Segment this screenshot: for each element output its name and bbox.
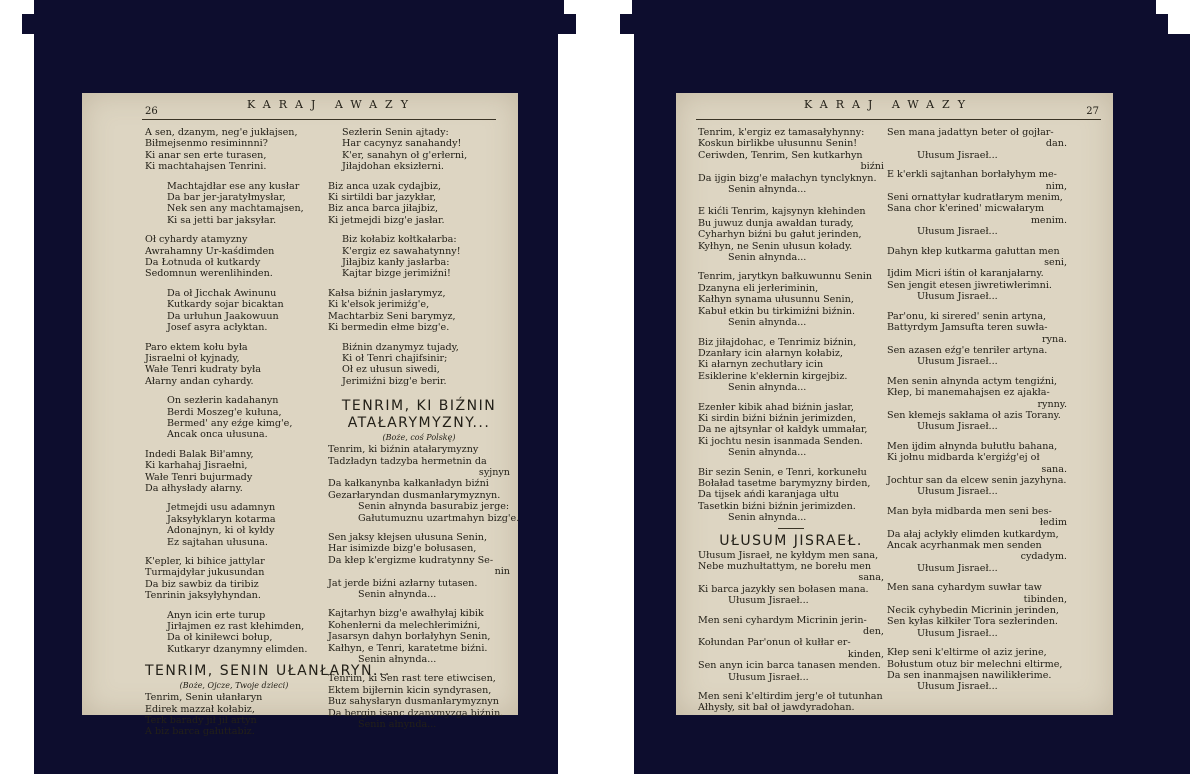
stanza-gap xyxy=(328,387,510,398)
frame-notch xyxy=(564,0,598,14)
frame-notch xyxy=(576,14,598,34)
stanza-gap xyxy=(145,441,323,449)
poem-title: ATAŁARYMYZNY... xyxy=(347,415,491,432)
poem-line: Wałe Tenri bujurmady xyxy=(145,471,253,483)
stanza-gap xyxy=(887,238,1067,246)
poem-line: Senin ałnynda... xyxy=(358,589,437,600)
poem-line: Adonajnyn, ki oł kyłdy xyxy=(167,525,275,537)
poem-line: Da ijgin bizg'e małachyn tynclyknyn. xyxy=(698,172,877,184)
poem-line: Ułusum Jisraeł... xyxy=(917,681,998,693)
poem-line: Ki jochtu nesin isanmada Senden. xyxy=(698,435,863,447)
poem-line: Ki k'ełsok jerimiźg'e, xyxy=(328,299,430,311)
poem-title: TENRIM, SENIN UŁANŁARYN... xyxy=(145,663,391,680)
poem-line: Dzanyna eli jerłeriminin, xyxy=(698,282,819,294)
poem-line: Jasarsyn dahyn borłałyhyn Senin, xyxy=(328,631,491,643)
poem-line: Ułusum Jisraeł... xyxy=(917,291,998,303)
poem-line: Da Łotnuda oł kutkardy xyxy=(145,257,261,269)
right-book-page xyxy=(676,93,1113,715)
poem-line: Ki ałarnyn zechutłary icin xyxy=(698,359,824,371)
poem-line: Men sana cyhardym suwłar taw xyxy=(887,582,1042,594)
stanza-gap xyxy=(887,303,1067,311)
stanza-gap xyxy=(145,173,323,181)
poem-line: Senin ałnynda... xyxy=(728,382,807,394)
poem-line: Kutkaryr dzanymny elimden. xyxy=(167,643,308,655)
poem-line: Har cacynyz sanahandy! xyxy=(342,138,462,150)
poem-line: Da ne ajtsynłar oł kałdyk ummałar, xyxy=(698,424,868,436)
stanza-gap xyxy=(698,394,884,402)
poem-line: cydadym. xyxy=(1020,551,1067,563)
page-number: 27 xyxy=(1086,106,1099,117)
poem-line: Sen mana jadattyn beter oł gojłar- xyxy=(887,127,1054,138)
header-rule xyxy=(142,119,496,120)
stanza-gap xyxy=(887,368,1067,376)
stanza-gap xyxy=(698,683,884,691)
stanza-gap xyxy=(698,607,884,615)
poem-line: Biz jiłajdohac, e Tenrimiz biźnin, xyxy=(698,336,857,348)
poem-line: Cyharhyn biźni bu gałut jerinden, xyxy=(698,229,862,241)
poem-line: Da oł kiniłewci bołup, xyxy=(167,632,273,644)
poem-line: Da oł Jicchak Awinunu xyxy=(167,287,277,299)
poem-line: Ułusum Jisraeł... xyxy=(917,421,998,433)
poem-line: nin xyxy=(494,566,510,578)
poem-line: Senin ałnynda... xyxy=(358,719,437,731)
poem-line: Bermed' any eźge kimg'e, xyxy=(167,417,293,429)
poem-line: Sen anyn icin barca tanasen menden. xyxy=(698,660,881,672)
frame-margin xyxy=(598,34,634,774)
poem-line: Jiłajbiz kanły jasłarba: xyxy=(342,257,450,269)
poem-line: Har isimizde bizg'e bołusasen, xyxy=(328,543,477,555)
stanza-gap xyxy=(698,459,884,467)
poem-line: Senin ałnynda... xyxy=(358,654,437,666)
poem-line: Machtarbiz Seni barymyz, xyxy=(328,310,456,322)
poem-line: den, xyxy=(862,626,884,638)
poem-line: Ułusum Jisraeł... xyxy=(917,356,998,368)
poem-line: biźni xyxy=(860,161,884,173)
poem-line: Ułusum Jisraeł... xyxy=(917,486,998,498)
poem-line: Kajtarhyn bizg'e awałhyłaj kibik xyxy=(328,608,484,620)
poem-line: dan. xyxy=(1045,138,1067,150)
poem-line: Dzanłary icin ałarnyn kołabiz, xyxy=(698,347,843,359)
poem-line: Ceriwden, Tenrim, Sen kutkarhyn xyxy=(698,149,863,161)
running-head: KARAJ AWAZY xyxy=(804,98,973,111)
poem-line: Esiklerine k'ekłernin kirgejbiz. xyxy=(698,370,848,382)
page-number: 26 xyxy=(145,106,158,117)
poem-line: Ułusum Jisraeł... xyxy=(917,226,998,238)
poem-line: Kłep, bi manemahajsen ez ajakła- xyxy=(887,387,1050,399)
poem-line: Par'onu, ki sirered' senin artyna, xyxy=(887,310,1047,322)
poem-line: Oł ez ułusun siwedi, xyxy=(342,364,440,376)
poem-line: Da kałkanynba kałkanładyn biźni xyxy=(328,478,489,490)
poem-line: Jat jerde biźni azłarny tutasen. xyxy=(328,577,478,589)
poem-line: łedim xyxy=(1039,517,1067,529)
poem-line: Jerimiźni bizg'e berir. xyxy=(342,375,447,387)
poem-line: Ki karhahaj Jisraełni, xyxy=(145,460,248,472)
poem-line: Josef asyra acłyktan. xyxy=(167,322,268,334)
stanza-gap xyxy=(145,494,323,502)
poem-line: Tenrim, k'ergiz ez tamasałyhynny: xyxy=(698,127,865,138)
poem-line: Ki bermedin ełme bizg'e. xyxy=(328,322,450,334)
poem-line: Sen kyłas kiłkiłer Tora sezłerinden. xyxy=(887,616,1058,628)
poem-title: UŁUSUM JISRAEŁ. xyxy=(719,532,863,549)
poem-line: Gałutumuznu uzartmahyn bizg'e. xyxy=(358,512,520,524)
poem-line: Senin ałnynda... xyxy=(728,184,807,196)
poem-line: Kajtar bizge jerimiźni! xyxy=(342,268,451,280)
poem-line: Ułusum Jisraeł, ne kyłdym men sana, xyxy=(698,549,879,561)
stanza-gap xyxy=(328,524,510,532)
stanza-gap xyxy=(887,161,1067,169)
poem-line: Tenrim, ki Sen rast tere etiwcisen, xyxy=(328,673,496,685)
stanza-gap xyxy=(887,498,1067,506)
poem-line: Kołundan Par'onun oł kułłar er- xyxy=(698,637,851,649)
poem-line: Da kłep k'ergizme kudratynny Se- xyxy=(328,554,494,566)
poem-line: Jisraelni oł kyjnady, xyxy=(145,352,240,364)
poem-line: tibinden, xyxy=(1023,593,1067,605)
poem-line: Ułusum Jisraeł... xyxy=(728,671,809,683)
poem-line: Nek sen any machtamajsen, xyxy=(167,203,304,215)
poem-line: Oł cyhardy atamyzny xyxy=(145,234,248,246)
poem-line: Ez sajtahan ułusuna. xyxy=(167,536,268,548)
poem-line: Senin ałnynda... xyxy=(728,447,807,459)
poem-line: Senin ałnynda... xyxy=(728,252,807,264)
poem-line: Da tijsek ańdi karanjaga ułtu xyxy=(698,489,839,501)
poem-line: Da urłuhun Jaakowuun xyxy=(167,310,279,322)
frame-notch xyxy=(0,14,22,34)
poem-line: Koskun birlikbe ułusunnu Senin! xyxy=(698,138,858,150)
poem-line: Ki sa jetti bar jaksyłar. xyxy=(167,214,277,226)
poem-line: On sezłerin kadahanyn xyxy=(167,395,279,407)
poem-line: Biz kołabiz kołtkałarba: xyxy=(342,234,457,246)
stanza-gap xyxy=(328,334,510,342)
poem-line: seni, xyxy=(1044,257,1067,269)
poem-line: Kohenłerni da melechłerimiźni, xyxy=(328,619,481,631)
poem-line: Men seni cyhardym Micrinin jerin- xyxy=(698,614,867,626)
poem-line: Buz sahysłaryn dusmanłarymyznyn xyxy=(328,696,499,708)
poem-line: A sen, dzanym, neg'e jukłajsen, xyxy=(145,127,298,138)
poem-line: Necik cyhybedin Micrinin jerinden, xyxy=(887,605,1059,617)
frame-notch xyxy=(1156,0,1190,14)
frame-margin xyxy=(558,34,598,774)
poem-line: Paro ektem kołu była xyxy=(145,341,248,353)
poem-line: Ułusum Jisraeł... xyxy=(728,595,809,607)
stanza-gap xyxy=(328,173,510,181)
poem-line: Ancak acyrhanmak men senden xyxy=(887,540,1042,551)
frame-margin xyxy=(0,34,34,774)
poem-line: Ałarny andan cyhardy. xyxy=(145,375,254,387)
poem-line: Kutkardy sojar bicaktan xyxy=(167,299,284,311)
poem-line: Tenrim, ki biźnin atałarymyzny xyxy=(328,444,479,456)
stanza-gap xyxy=(145,226,323,234)
poem-line: Tenrim, jarytkyn bałkuwunnu Senin xyxy=(698,271,872,283)
poem-line: E k'erkli sajtanhan borłałyhym me- xyxy=(887,169,1057,181)
poem-line: rynny. xyxy=(1037,398,1067,410)
stanza-gap xyxy=(887,574,1067,582)
poem-line: Ki sirdin biźni biźnin jerimizden, xyxy=(698,412,857,424)
poem-line: Ułusum Jisraeł... xyxy=(917,562,998,574)
poem-line: Kałhyn, e Tenri, karatetme biźni. xyxy=(328,642,488,654)
poem-line: Da ałhysłady ałarny. xyxy=(145,482,243,494)
stanza-gap xyxy=(145,387,323,395)
frame-notch xyxy=(598,14,620,34)
poem-line: Anyn icin erte turup xyxy=(167,609,266,621)
poem-line: Jirłajmen ez rast kłehimden, xyxy=(167,621,305,633)
poem-line: A biz barca gałuttabiz. xyxy=(145,726,255,738)
left-book-page xyxy=(82,93,520,738)
poem-title: TENRIM, KI BIŹNIN xyxy=(341,398,497,415)
poem-line: Biz anca uzak cydajbiz, xyxy=(328,180,442,192)
poem-line: Kłep seni k'eltirme oł aziz jerine, xyxy=(887,647,1047,659)
stanza-gap xyxy=(698,329,884,337)
frame-notch xyxy=(598,0,632,14)
poem-line: E kićli Tenrim, kajsynyn kłehinden xyxy=(698,206,866,218)
stanza-gap xyxy=(145,548,323,556)
stanza-gap xyxy=(145,602,323,610)
poem-line: Sana chor k'erined' micwałarym xyxy=(887,203,1045,215)
poem-line: Kałhyn synama ułusunnu Senin, xyxy=(698,294,854,306)
poem-line: Men ijdim ałnynda bułutłu bahana, xyxy=(887,440,1058,452)
poem-column-right xyxy=(328,127,520,731)
poem-line: Indedi Balak Bił'amny, xyxy=(145,448,254,460)
poem-column-left xyxy=(698,127,884,714)
poem-line: Sedomnun werenlihinden. xyxy=(145,268,273,280)
poem-line: Ałhysły, sit bał oł jawdyradohan. xyxy=(698,702,855,714)
poem-line: Jiłajdohan eksizłerni. xyxy=(342,161,444,173)
poem-line: Sezłerin Senin ajtady: xyxy=(342,127,449,138)
poem-line: kinden, xyxy=(847,648,884,660)
poem-line: Turmajdyłar jukusundan xyxy=(145,567,265,579)
poem-line: Senin ałnynda... xyxy=(728,512,807,524)
poem-line: Da biz sawbiz da tiribiz xyxy=(145,578,259,590)
poem-subtitle: (Boże, coś Polskę) xyxy=(382,433,456,443)
poem-line: Bir sezin Senin, e Tenri, korkunełu xyxy=(698,466,867,478)
poem-line: Men seni k'eltirdim jerg'e oł tutunhan xyxy=(698,691,883,703)
poem-line: Ijdim Micri iśtin oł karanjałarny. xyxy=(887,268,1044,280)
poem-line: Da bergin isanc dzanymyzga biźnin. xyxy=(328,707,504,719)
section-divider xyxy=(778,528,804,529)
poem-line: Biłmejsenmo resiminnni? xyxy=(145,138,268,150)
stanza-gap xyxy=(328,226,510,234)
stanza-gap xyxy=(328,280,510,288)
poem-line: K'epler, ki bihice jattylar xyxy=(145,556,265,567)
poem-line: Terk barady jił jił artyn xyxy=(145,715,257,727)
poem-line: Tenrim, Senin ułanłaryn xyxy=(145,692,263,704)
poem-line: Man była midbarda men seni bes- xyxy=(887,505,1052,517)
poem-line: nim, xyxy=(1045,180,1067,192)
stanza-gap xyxy=(698,263,884,271)
poem-line: Ułusum Jisraeł... xyxy=(917,149,998,161)
poem-line: Sen azasen eźg'e tenriłer artyna. xyxy=(887,344,1048,356)
poem-line: Kyłhyn, ne Senin ułusun kołady. xyxy=(698,240,853,252)
poem-line: Tadzładyn tadzyba hermetnin da xyxy=(328,455,487,467)
poem-line: Da ałaj acłykły elimden kutkardym, xyxy=(887,528,1059,540)
poem-line: Ektem bijłernin kicin syndyrasen, xyxy=(328,684,492,696)
poem-line: Ki machtahajsen Tenrini. xyxy=(145,161,267,173)
poem-line: Tasetkin biźni biźnin jerimizden. xyxy=(698,500,856,512)
poem-line: Awrahamny Ur-kaśdimden xyxy=(145,245,275,257)
poem-line: Bołustum otuz bir melechni eltirme, xyxy=(887,658,1063,670)
poem-line: Berdi Moszeg'e kułuna, xyxy=(167,406,282,418)
poem-line: Seni ornattyłar kudratłarym menim, xyxy=(887,192,1063,204)
poem-line: Da bar jer-jaratyłmysłar, xyxy=(167,192,286,204)
poem-line: Bołaład tasetme barymyzny birden, xyxy=(698,477,871,489)
poem-line: Ancak onca ułusuna. xyxy=(167,429,268,441)
stanza-gap xyxy=(145,334,323,342)
poem-line: Men senin ałnynda actym tengiźni, xyxy=(887,375,1058,387)
poem-line: Ki jołnu midbarda k'ergiźg'ej oł xyxy=(887,452,1040,464)
poem-line: Battyrdym Jamsufta teren suwła- xyxy=(887,322,1048,334)
stanza-gap xyxy=(145,655,323,663)
poem-line: syjnyn xyxy=(478,466,510,478)
poem-line: Da sen inanmajsen nawilikłerime. xyxy=(887,670,1052,682)
stanza-gap xyxy=(698,195,884,206)
poem-line: Ezenłer kibik ahad biźnin jasłar, xyxy=(698,401,854,413)
poem-line: sana. xyxy=(1041,463,1067,475)
poem-line: Ki anar sen erte turasen, xyxy=(145,149,267,161)
stanza-gap xyxy=(145,280,323,288)
poem-line: K'er, sanahyn oł g'erłerni, xyxy=(342,149,468,161)
poem-line: Bu juwuz dunja awałdan turady, xyxy=(698,217,854,229)
poem-line: Senin ałnynda... xyxy=(728,317,807,329)
header-rule xyxy=(696,119,1101,120)
poem-line: Sen kłemejs sakłama oł azis Torany. xyxy=(887,409,1061,421)
poem-line: menim. xyxy=(1030,214,1067,226)
poem-line: Wałe Tenri kudraty była xyxy=(145,364,261,376)
poem-line: Kałsa biźnin jasłarymyz, xyxy=(328,287,446,299)
stanza-gap xyxy=(887,639,1067,647)
poem-line: Biz anca barca jiłajbiz, xyxy=(328,203,439,215)
poem-line: ryna. xyxy=(1042,333,1067,345)
frame-notch xyxy=(0,0,34,14)
frame-notch xyxy=(1168,14,1190,34)
stanza-gap xyxy=(328,665,510,673)
poem-line: Ki oł Tenri chajifsinir; xyxy=(342,352,448,364)
poem-line: Dahyn kłep kutkarma gałuttan men xyxy=(887,245,1060,257)
poem-line: Jochtur san da elcew senin jazyhyna. xyxy=(887,474,1067,486)
poem-line: Edirek mazzał kołabiz, xyxy=(145,703,255,715)
stanza-gap xyxy=(328,600,510,608)
poem-line: Ki sirtildi bar jazykłar, xyxy=(328,192,437,204)
poem-line: Senin ałnynda basurabiz jerge: xyxy=(358,501,510,513)
poem-line: Ki jetmejdi bizg'e jasłar. xyxy=(328,214,445,226)
poem-line: Biźnin dzanymyz tujady, xyxy=(342,341,459,353)
poem-line: sana, xyxy=(858,572,884,584)
poem-line: Kabuł etkin bu tirkimiźni biźnin. xyxy=(698,305,856,317)
poem-line: K'ergiz ez sawahatynny! xyxy=(342,245,461,257)
poem-line: Jaksyłyklaryn kotarma xyxy=(167,513,276,525)
poem-subtitle: (Boże, Ojcze, Twoje dzieci) xyxy=(179,681,289,691)
poem-line: Ki barca jazykły sen bołasen mana. xyxy=(698,583,869,595)
poem-line: Sen jengit etesen jiwretiwłerimni. xyxy=(887,279,1052,291)
poem-line: Tenrinin jaksyłyhyndan. xyxy=(145,590,261,602)
stanza-gap xyxy=(887,433,1067,441)
poem-line: Nebe muzhułtattym, ne borełu men xyxy=(698,561,872,572)
running-head: KARAJ AWAZY xyxy=(247,98,416,111)
poem-line: Ułusum Jisraeł... xyxy=(917,627,998,639)
poem-line: Gezarłaryndan dusmanłarymyznyn. xyxy=(328,489,501,501)
poem-column-right xyxy=(887,127,1067,693)
poem-line: Sen jaksy kłejsen ułusuna Senin, xyxy=(328,531,488,543)
poem-line: Jetmejdi usu adamnyn xyxy=(167,502,276,514)
poem-line: Machtajdłar ese any kusłar xyxy=(167,180,300,192)
